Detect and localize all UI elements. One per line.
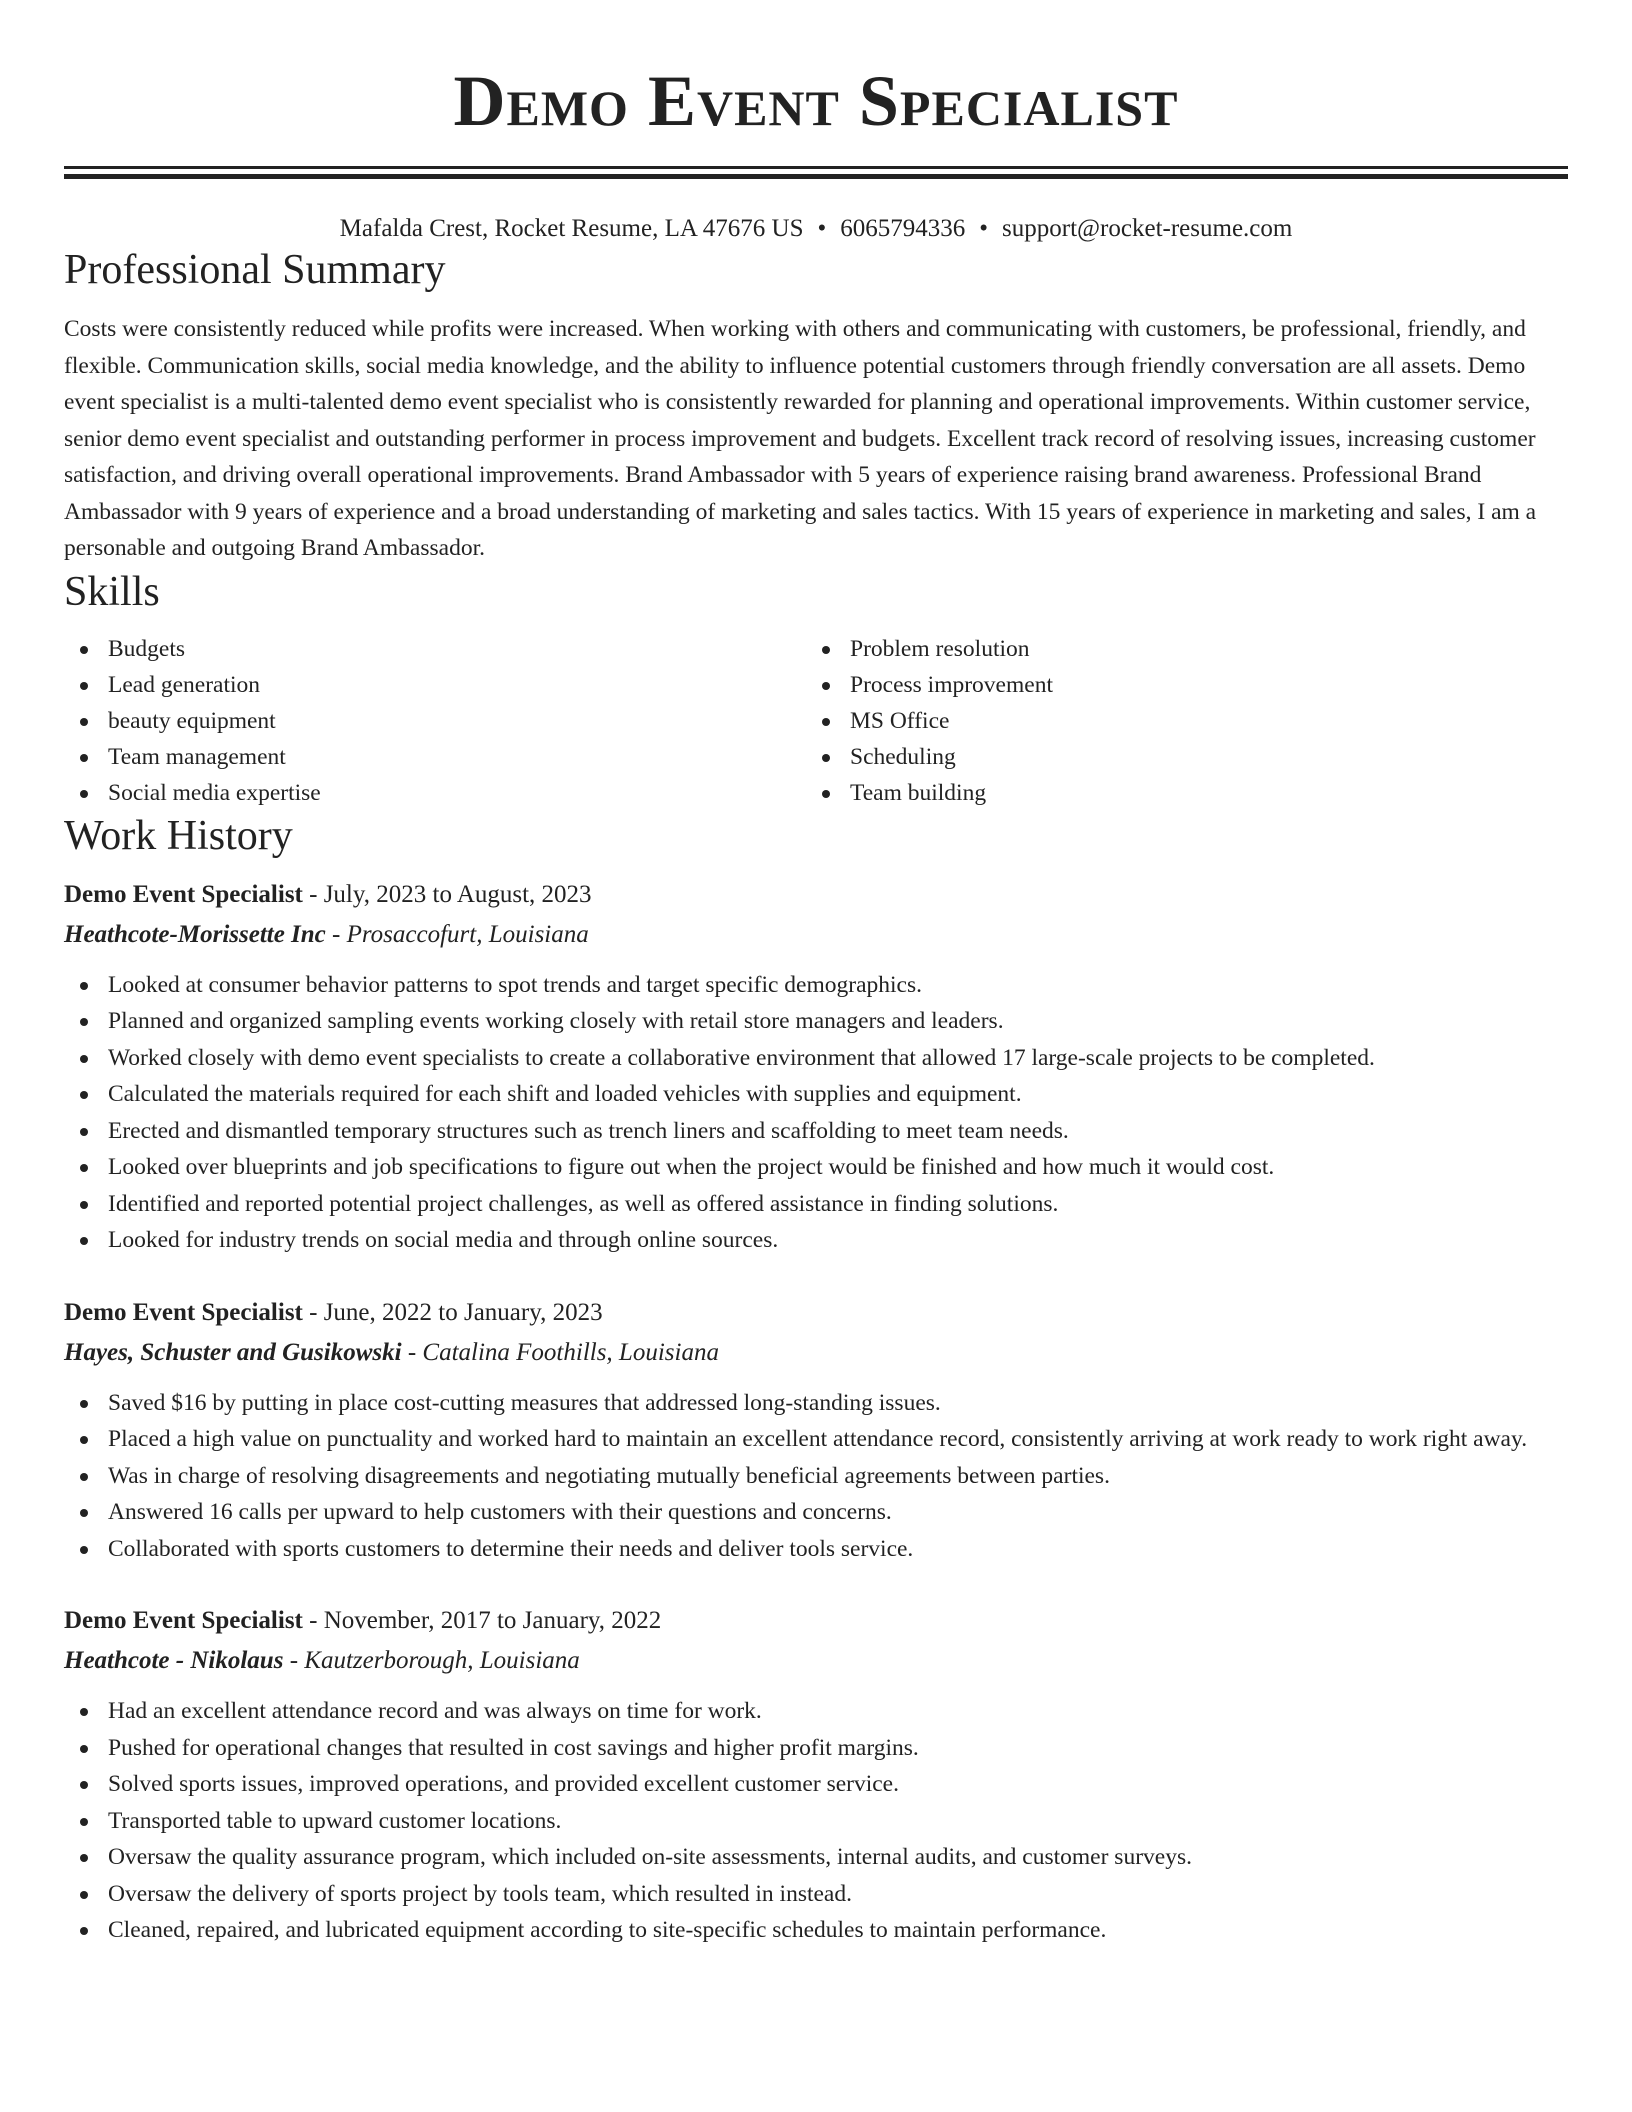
job-location: - Kautzerborough, Louisiana [283, 1647, 580, 1674]
skill-item: Team building [806, 775, 1548, 811]
job-title: Demo Event Specialist [64, 880, 303, 908]
skills-list [64, 631, 1568, 811]
skill-item: Lead generation [64, 667, 806, 703]
job-title: Demo Event Specialist [64, 1607, 303, 1634]
job-bullet: Identified and reported potential project challenges, as well as offered assistance in finding solutions. [64, 1186, 1568, 1223]
job-dates: - June, 2022 to January, 2023 [302, 1298, 603, 1326]
summary-heading: Professional Summary [64, 247, 446, 293]
job-bullet: Looked over blueprints and job specifications to figure out when the project would be finished and how much it would cost. [64, 1149, 1568, 1186]
contact-address: Mafalda Crest, Rocket Resume, LA 47676 US [339, 215, 804, 242]
job-bullet: Planned and organized sampling events working closely with retail store managers and leaders. [64, 1003, 1568, 1040]
skill-item: Problem resolution [806, 631, 1548, 667]
job-employer [64, 915, 1568, 955]
job-bullet: Erected and dismantled temporary structures such as trench liners and scaffolding to meet team needs. [64, 1113, 1568, 1150]
job-bullet: Cleaned, repaired, and lubricated equipment according to site-specific schedules to maintain performance. [64, 1912, 1568, 1949]
job-entry [64, 1293, 1568, 1568]
job-employer [64, 1641, 1568, 1681]
job-bullets [64, 1385, 1568, 1568]
skill-item: beauty equipment [64, 703, 806, 739]
skill-item: Budgets [64, 631, 806, 667]
skill-item: Process improvement [806, 667, 1548, 703]
skill-item: MS Office [806, 703, 1548, 739]
job-company: Heathcote - Nikolaus [64, 1647, 284, 1674]
contact-phone: 6065794336 [840, 215, 966, 242]
job-title: Demo Event Specialist [64, 1298, 303, 1326]
job-bullet: Worked closely with demo event specialists to create a collaborative environment that allowed 17 large-scale projects to be completed. [64, 1040, 1568, 1077]
job-bullet: Answered 16 calls per upward to help customers with their questions and concerns. [64, 1494, 1568, 1531]
job-bullet: Looked at consumer behavior patterns to spot trends and target specific demographics. [64, 967, 1568, 1004]
job-dates: - July, 2023 to August, 2023 [302, 880, 592, 908]
skill-item: Scheduling [806, 739, 1548, 775]
job-bullet: Pushed for operational changes that resulted in cost savings and higher profit margins. [64, 1730, 1568, 1767]
work-history-heading: Work History [64, 812, 293, 859]
candidate-name: Demo Event Specialist [453, 61, 1179, 141]
contact-line [64, 213, 1568, 245]
job-bullet: Looked for industry trends on social media and through online sources. [64, 1222, 1568, 1259]
job-header [64, 875, 1568, 915]
job-location: - Prosaccofurt, Louisiana [325, 920, 589, 948]
job-header [64, 1293, 1568, 1333]
skill-item: Team management [64, 739, 806, 775]
job-bullet: Oversaw the delivery of sports project by tools team, which resulted in instead. [64, 1876, 1568, 1913]
job-dates: - November, 2017 to January, 2022 [302, 1607, 662, 1634]
job-bullet: Saved $16 by putting in place cost-cutting measures that addressed long-standing issues. [64, 1385, 1568, 1422]
job-bullet: Transported table to upward customer locations. [64, 1803, 1568, 1840]
header-divider-thick [64, 174, 1568, 179]
contact-separator: • [817, 215, 827, 242]
job-bullet: Calculated the materials required for each shift and loaded vehicles with supplies and equipment. [64, 1076, 1568, 1113]
job-bullet: Had an excellent attendance record and was always on time for work. [64, 1693, 1568, 1730]
skill-item: Social media expertise [64, 775, 806, 811]
job-entry [64, 1601, 1568, 1949]
job-bullets [64, 1693, 1568, 1949]
job-bullet: Collaborated with sports customers to determine their needs and deliver tools service. [64, 1531, 1568, 1568]
skills-column-right [806, 631, 1548, 811]
job-header [64, 1601, 1568, 1641]
job-bullet: Solved sports issues, improved operations, and provided excellent customer service. [64, 1766, 1568, 1803]
contact-email[interactable]: support@rocket-resume.com [1002, 215, 1293, 242]
job-bullets [64, 967, 1568, 1259]
contact-separator: • [979, 215, 989, 242]
job-bullet: Placed a high value on punctuality and worked hard to maintain an excellent attendance record, consistently arriving at work ready to work right away. [64, 1421, 1568, 1458]
job-bullet: Was in charge of resolving disagreements and negotiating mutually beneficial agreements between parties. [64, 1458, 1568, 1495]
job-company: Hayes, Schuster and Gusikowski [64, 1338, 402, 1366]
header-divider-thin [64, 166, 1568, 169]
skills-column-left [64, 631, 806, 811]
summary-text: Costs were consistently reduced while profits were increased. When working with others and communicating with customers, be professional, friendly, and flexible. Communication skills, social media knowledge, and the ability to influence potential customers through friendly conversation are all assets. Demo event specialist is a multi-talented demo event specialist who is consistently rewarded for planning and operational improvements. Within customer service, senior demo event specialist and outstanding performer in process improvement and budgets. Excellent track record of resolving issues, increasing customer satisfaction, and driving overall operational improvements. Brand Ambassador with 5 years of experience raising brand awareness. Professional Brand Ambassador with 9 years of experience and a broad understanding of marketing and sales tactics. With 15 years of experience in marketing and sales, I am a personable and outgoing Brand Ambassador. [64, 316, 1537, 561]
job-company: Heathcote-Morissette Inc [64, 920, 326, 948]
job-location: - Catalina Foothills, Louisiana [401, 1338, 719, 1366]
job-bullet: Oversaw the quality assurance program, which included on-site assessments, internal audits, and customer surveys. [64, 1839, 1568, 1876]
job-entry [64, 875, 1568, 1259]
job-employer [64, 1333, 1568, 1373]
skills-heading: Skills [64, 568, 160, 615]
